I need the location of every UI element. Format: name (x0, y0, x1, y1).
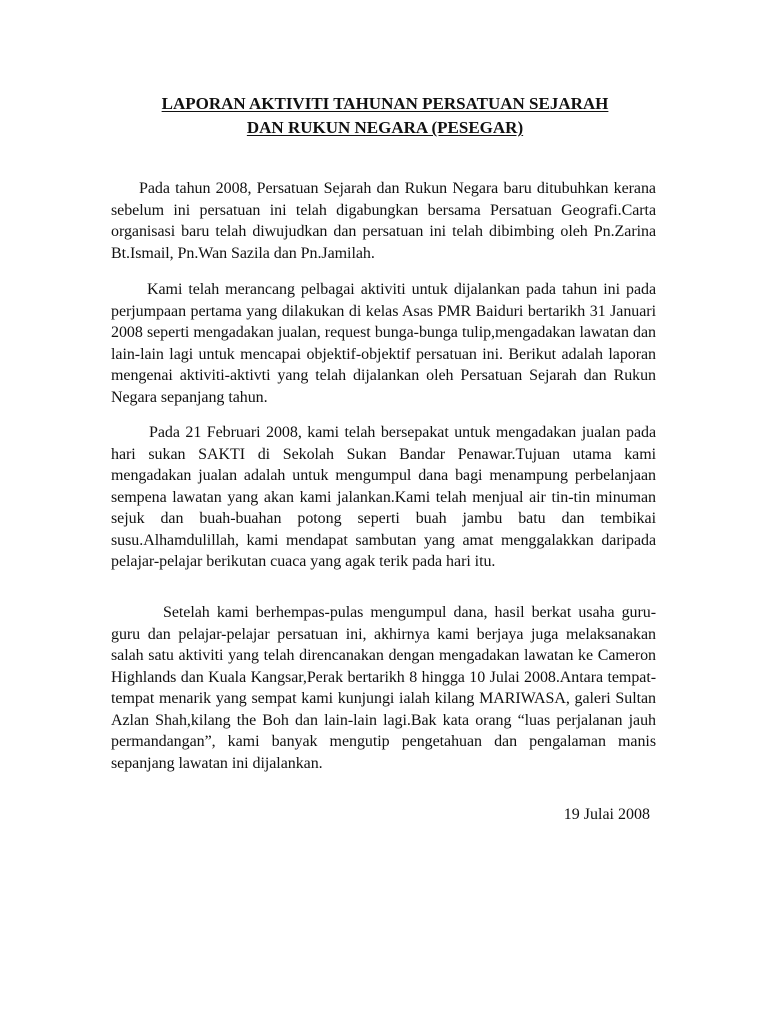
title-line-1: LAPORAN AKTIVITI TAHUNAN PERSATUAN SEJARAH (161, 94, 609, 113)
paragraph-4: Setelah kami berhempas-pulas mengumpul dana, hasil berkat usaha guru-guru dan pelajar-pelajar persatuan ini, akhirnya kami berjaya juga melaksanakan salah satu aktiviti yang telah direncanakan dengan mengadakan lawatan ke Cameron Highlands dan Kuala Kangsar,Perak bertarikh 8 hingga 10 Julai 2008.Antara tempat-tempat menarik yang sempat kami kunjungi ialah kilang MARIWASA, galeri Sultan Azlan Shah,kilang the Boh dan lain-lain lagi.Bak kata orang “luas perjalanan jauh permandangan”, kami banyak mengutip pengetahuan dan pengalaman manis sepanjang lawatan ini dijalankan. (111, 604, 656, 772)
document-title (100, 92, 670, 140)
title-line-2: DAN RUKUN NEGARA (PESEGAR) (246, 118, 524, 137)
paragraph-1: Pada tahun 2008, Persatuan Sejarah dan Rukun Negara baru ditubuhkan kerana sebelum ini persatuan ini telah digabungkan bersama Persatuan Geografi.Carta organisasi baru telah diwujudkan dan persatuan ini telah dibimbing oleh Pn.Zarina Bt.Ismail, Pn.Wan Sazila dan Pn.Jamilah. (111, 180, 656, 262)
report-date: 19 Julai 2008 (563, 806, 650, 823)
paragraph-3: Pada 21 Februari 2008, kami telah bersepakat untuk mengadakan jualan pada hari sukan SAKTI di Sekolah Sukan Bandar Penawar.Tujuan utama kami mengadakan jualan adalah untuk mengumpul dana bagi menampung perbelanjaan sempena lawatan yang akan kami jalankan.Kami telah menjual air tin-tin minuman sejuk dan buah-buahan potong seperti buah jambu batu dan tembikai susu.Alhamdulillah, kami mendapat sambutan yang amat menggalakkan daripada pelajar-pelajar berikutan cuaca yang agak terik pada hari itu. (111, 424, 656, 570)
paragraph-2: Kami telah merancang pelbagai aktiviti untuk dijalankan pada tahun ini pada perjumpaan pertama yang dilakukan di kelas Asas PMR Baiduri bertarikh 31 Januari 2008 seperti mengadakan jualan, request bunga-bunga tulip,mengadakan lawatan dan lain-lain lagi untuk mencapai objektif-objektif persatuan ini. Berikut adalah laporan mengenai aktiviti-aktivti yang telah dijalankan oleh Persatuan Sejarah dan Rukun Negara sepanjang tahun. (111, 281, 656, 406)
